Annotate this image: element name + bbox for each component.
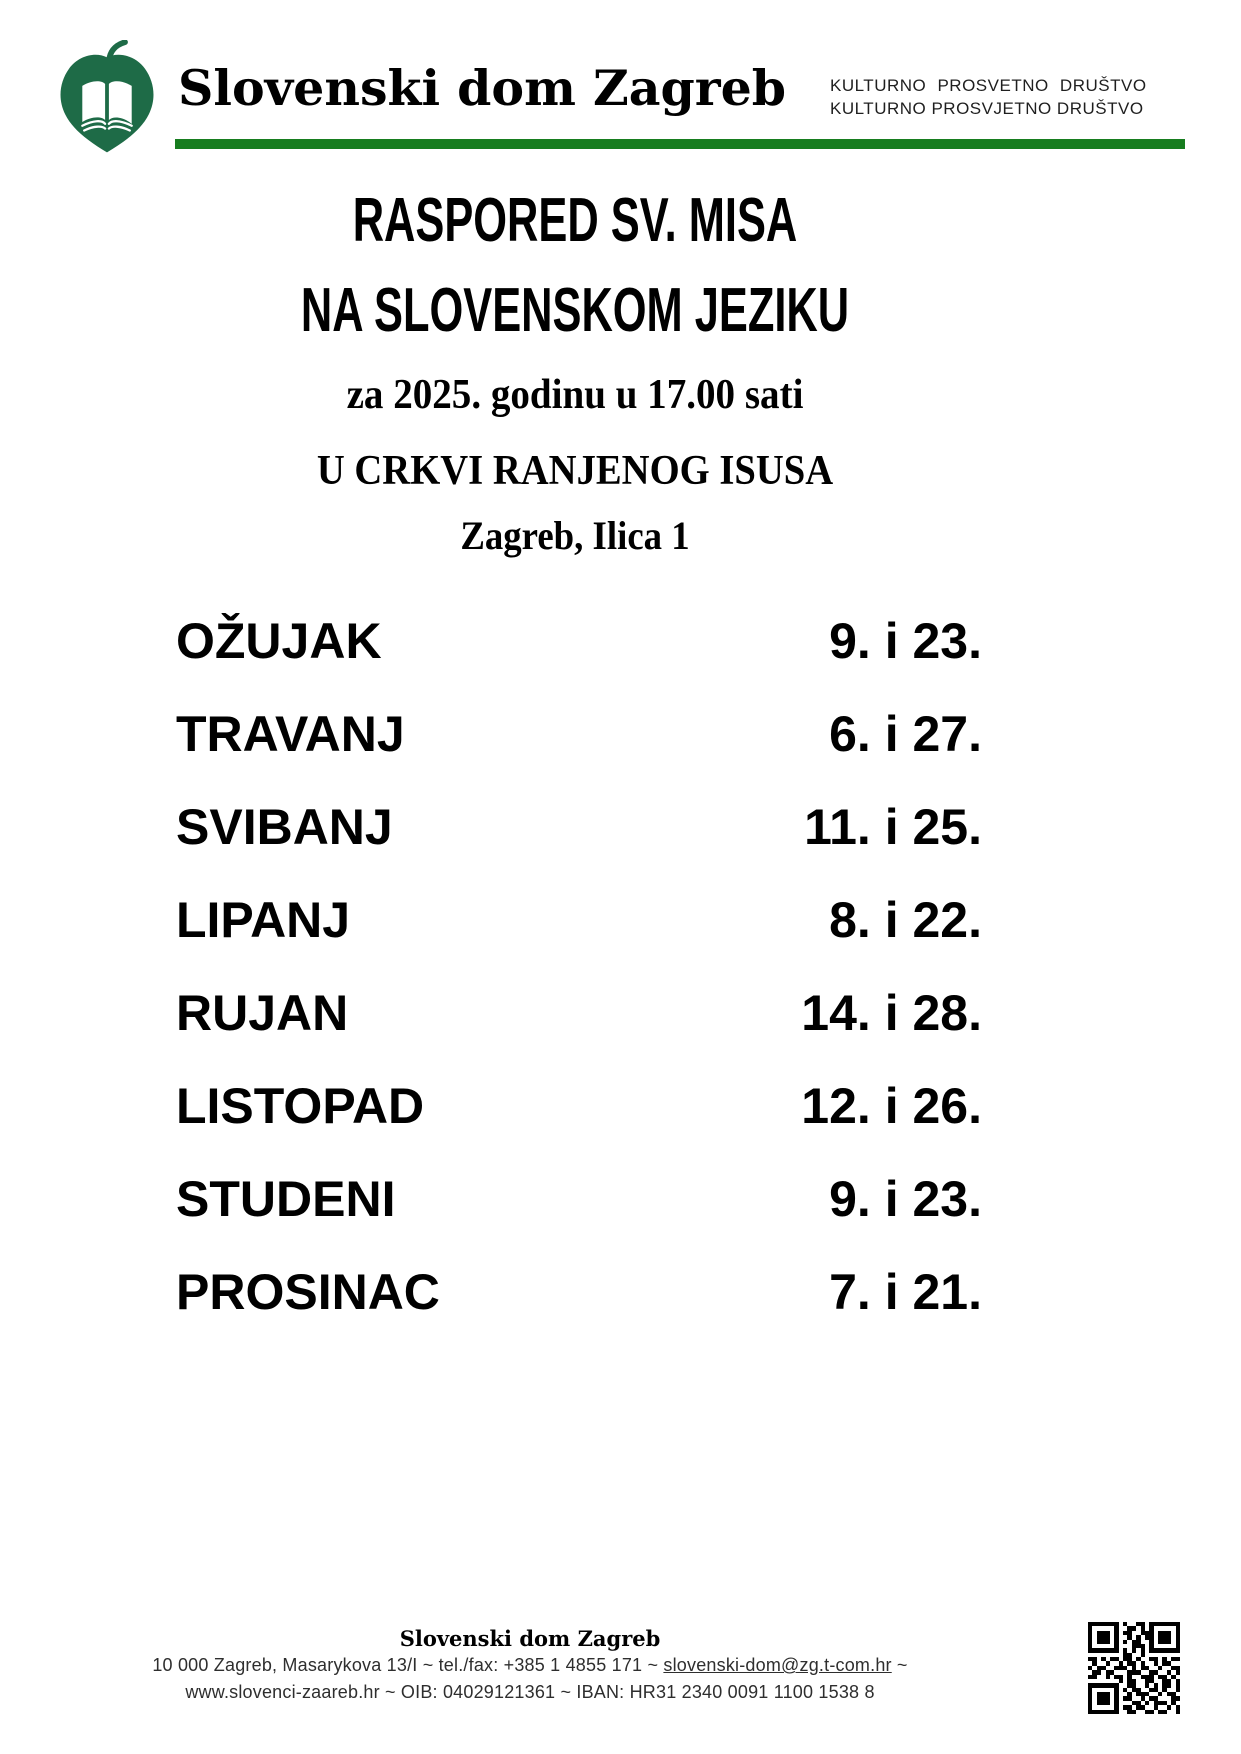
mass-schedule-table [176, 595, 982, 1339]
society-line-croatian: KULTURNO PROSVJETNO DRUŠTVO [830, 99, 1144, 119]
church-address-line: Zagreb, Ilica 1 [460, 513, 690, 558]
dates-value: 9. i 23. [829, 613, 982, 669]
dates-value: 11. i 25. [804, 799, 982, 855]
month-label: LISTOPAD [176, 1078, 425, 1134]
church-name-line: U CRKVI RANJENOG ISUSA [316, 448, 834, 494]
schedule-row [176, 1246, 982, 1339]
footer-address-suffix: ~ [891, 1655, 908, 1676]
month-label: LIPANJ [176, 892, 351, 948]
year-time-line: za 2025. godinu u 17.00 sati [346, 372, 804, 418]
footer-info-line: www.slovenci-zaareb.hr ~ OIB: 04029121361 ~ IBAN: HR31 2340 0091 1100 1538 8 [185, 1682, 875, 1703]
footer-org-name: Slovenski dom Zagreb [399, 1626, 661, 1651]
month-label: SVIBANJ [176, 799, 393, 855]
page-title-line1: RASPORED SV. MISA [352, 186, 798, 255]
schedule-row [176, 688, 982, 781]
footer-address-prefix: 10 000 Zagreb, Masarykova 13/I ~ tel./fax: +385 1 4855 171 ~ [152, 1655, 664, 1676]
month-label: TRAVANJ [176, 706, 405, 762]
page-title-line2: NA SLOVENSKOM JEZIKU [300, 276, 850, 345]
dates-value: 6. i 27. [829, 706, 982, 762]
dates-value: 9. i 23. [829, 1171, 982, 1227]
schedule-row [176, 967, 982, 1060]
leaf-book-logo-icon [50, 40, 164, 164]
month-label: RUJAN [176, 985, 349, 1041]
org-subtitle [830, 74, 1160, 121]
dates-value: 14. i 28. [801, 985, 982, 1041]
qr-code [1088, 1622, 1180, 1714]
society-line-slovenian: KULTURNO PROSVETNO DRUŠTVO [830, 76, 1147, 95]
schedule-row [176, 781, 982, 874]
month-label: STUDENI [176, 1171, 396, 1227]
email-link[interactable]: slovenski-dom@zg.t-com.hr [663, 1655, 892, 1676]
schedule-row [176, 874, 982, 967]
month-label: PROSINAC [176, 1264, 440, 1320]
dates-value: 7. i 21. [829, 1264, 982, 1320]
schedule-row [176, 1060, 982, 1153]
schedule-row [176, 595, 982, 688]
month-label: OŽUJAK [176, 613, 382, 669]
dates-value: 12. i 26. [801, 1078, 982, 1134]
org-name: Slovenski dom Zagreb [178, 59, 787, 117]
footer [0, 1626, 1060, 1706]
header-divider-rule [175, 139, 1185, 149]
schedule-row [176, 1153, 982, 1246]
dates-value: 8. i 22. [829, 892, 982, 948]
footer-address-line [0, 1652, 1060, 1679]
